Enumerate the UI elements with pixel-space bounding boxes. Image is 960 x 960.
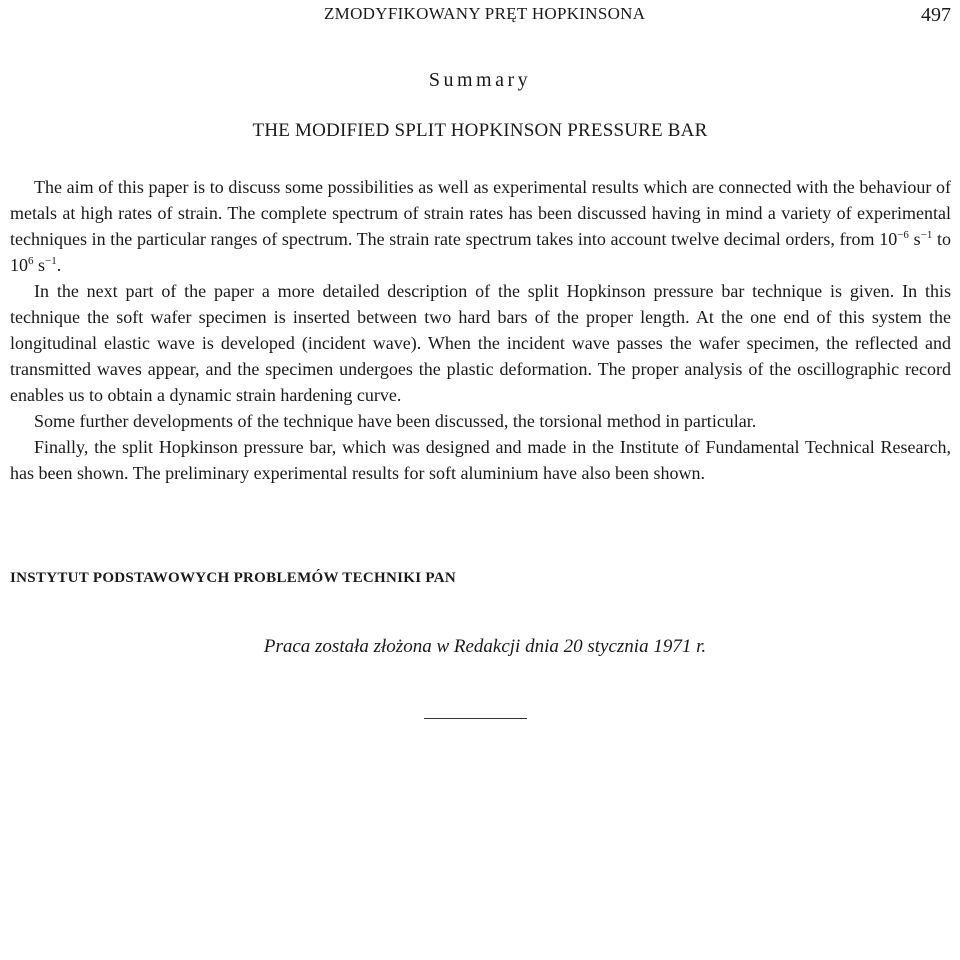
summary-paragraph-1	[10, 174, 951, 278]
paper-title: THE MODIFIED SPLIT HOPKINSON PRESSURE BAR	[252, 120, 708, 141]
exponent: −1	[920, 229, 933, 241]
summary-body	[10, 174, 951, 486]
summary-paragraph-3: Some further developments of the technique have been discussed, the torsional method in particular.	[34, 411, 757, 431]
exponent: 6	[28, 255, 34, 267]
running-head: ZMODYFIKOWANY PRĘT HOPKINSONA	[324, 4, 646, 23]
exponent: −1	[45, 255, 57, 267]
unit-text: s	[908, 229, 921, 249]
paragraph-text: .	[56, 255, 62, 275]
unit-text: s	[33, 255, 46, 275]
end-rule	[424, 718, 527, 719]
summary-heading: Summary	[428, 69, 532, 91]
institute-affiliation: INSTYTUT PODSTAWOWYCH PROBLEMÓW TECHNIKI PAN	[10, 570, 457, 586]
paragraph-text: The aim of this paper is to discuss some possibilities as well as experimental results which are connected with the behaviour of metals at high rates of strain. The complete spectrum of strain rates has been discussed having in mind a variety of experimental techniques in the particular ranges of spectrum. The strain rate spectrum takes into account twelve decimal orders, from 10	[10, 177, 951, 249]
exponent: −6	[897, 229, 909, 241]
page-number: 497	[921, 4, 951, 26]
received-date-note: Praca została złożona w Redakcji dnia 20 stycznia 1971 r.	[263, 636, 707, 657]
summary-paragraph-4: Finally, the split Hopkinson pressure bar, which was designed and made in the Institute of Fundamental Technical Research, has been shown. The preliminary experimental results for soft aluminium have also been shown.	[10, 437, 951, 483]
paragraph-text: to 10	[10, 229, 951, 275]
summary-paragraph-2: In the next part of the paper a more detailed description of the split Hopkinson pressure bar technique is given. In this technique the soft wafer specimen is inserted between two hard bars of the proper length. At the one end of this system the longitudinal elastic wave is developed (incident wave). When the incident wave passes the wafer specimen, the reflected and transmitted waves appear, and the specimen undergoes the plastic deformation. The proper analysis of the oscillographic record enables us to obtain a dynamic strain hardening curve.	[10, 281, 951, 405]
